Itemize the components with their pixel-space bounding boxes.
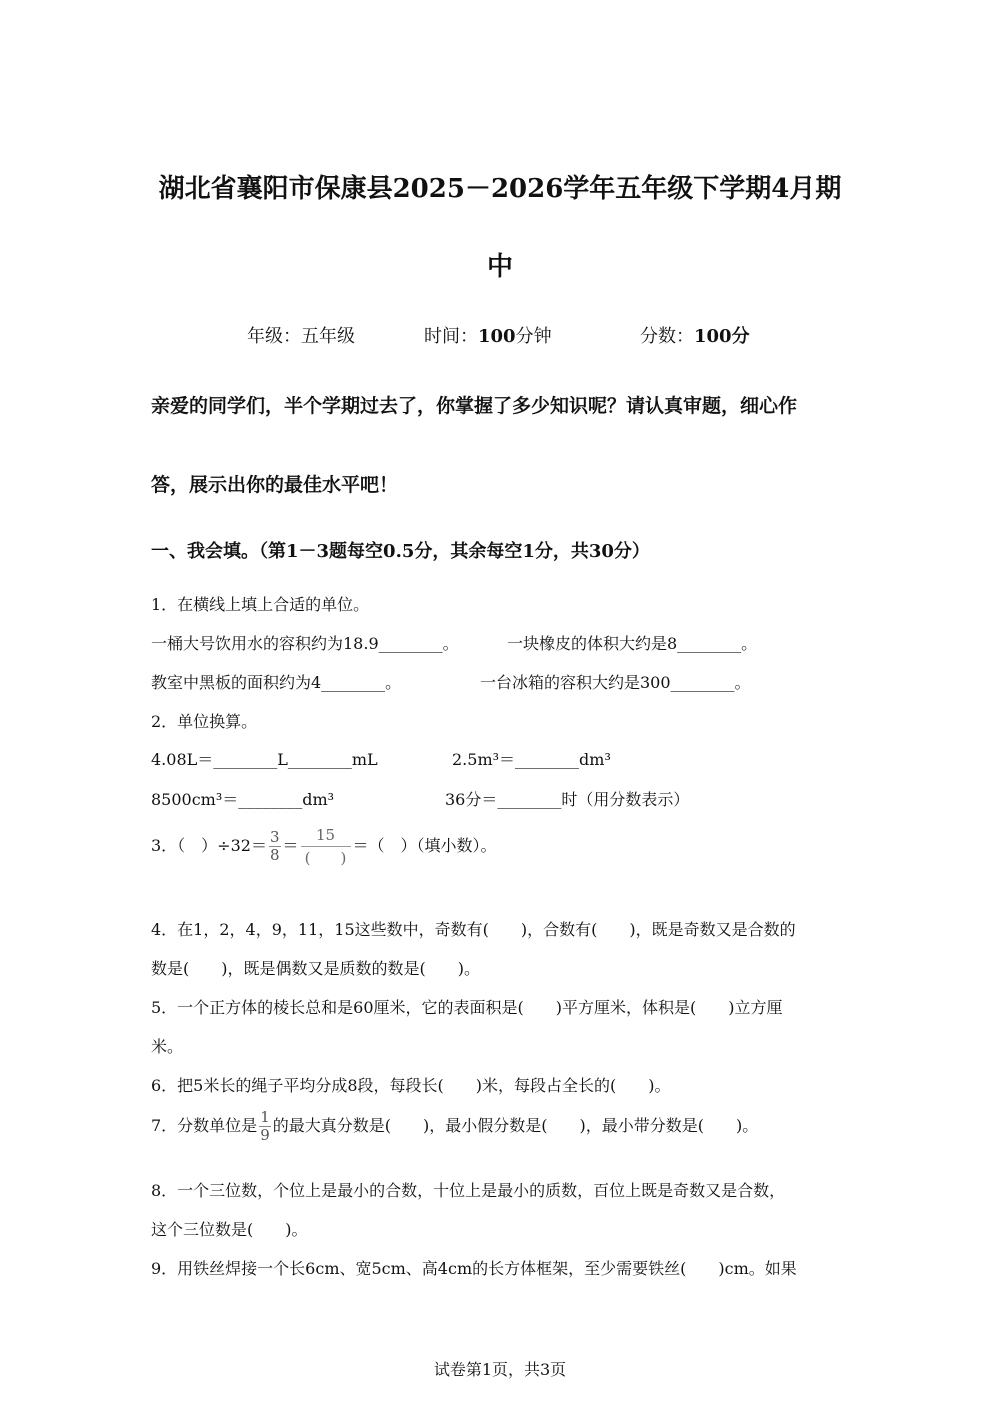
time-info (424, 322, 552, 348)
grade-label: 年级： (247, 326, 301, 347)
q2-stem: 2．单位换算。 (151, 712, 258, 731)
q1-item-a: 一桶大号饮用水的容积约为18.9________。 (151, 634, 459, 653)
q9-line1: 9．用铁丝焊接一个长6cm、宽5cm、高4cm的长方体框架，至少需要铁丝( )cm。如果 (151, 1259, 797, 1278)
q7-suffix: 的最大真分数是( )，最小假分数是( )，最小带分数是( )。 (272, 1116, 759, 1135)
exam-meta (0, 322, 1000, 348)
q2-item-c: 8500cm³＝________dm³ (151, 790, 335, 809)
q1-item-b: 一块橡皮的体积大约是8________。 (507, 634, 758, 653)
q3-prefix: 3．（ ）÷32＝ (151, 836, 267, 855)
q7 (151, 1109, 758, 1144)
time-label: 时间： (424, 326, 478, 347)
q3-equals: ＝ (282, 836, 299, 855)
q1-item-c: 教室中黑板的面积约为4________。 (151, 673, 402, 692)
q7-prefix: 7．分数单位是 (151, 1116, 258, 1135)
q5-line1: 5．一个正方体的棱长总和是60厘米，它的表面积是( )平方厘米，体积是( )立方厘 (151, 998, 783, 1017)
q2-item-b: 2.5m³＝________dm³ (452, 750, 611, 769)
q8-line1: 8．一个三位数，个位上是最小的合数，十位上是最小的质数，百位上既是奇数又是合数， (151, 1181, 786, 1200)
q4-line1: 4．在1，2，4，9，11，15这些数中，奇数有( )，合数有( )，既是奇数又是合数的 (151, 920, 796, 939)
q3-fraction-2-numerator: 15 (315, 826, 336, 844)
q7-fraction-denominator: 9 (260, 1126, 270, 1144)
q5-line2: 米。 (151, 1037, 184, 1056)
q8-line2: 这个三位数是( )。 (151, 1220, 308, 1239)
q6: 6．把5米长的绳子平均分成8段，每段长( )米，每段占全长的( )。 (151, 1076, 671, 1095)
q2-item-d: 36分＝________时（用分数表示） (445, 790, 690, 809)
time-unit: 分钟 (515, 326, 552, 347)
intro-line2: 答，展示出你的最佳水平吧！ (151, 474, 399, 496)
intro-line1: 亲爱的同学们，半个学期过去了，你掌握了多少知识呢？请认真审题，细心作 (151, 395, 798, 417)
time-value: 100 (478, 326, 516, 347)
q3-fraction-2 (301, 824, 351, 869)
q3-fraction-2-denominator: ( ) (301, 846, 351, 869)
score-label: 分数： (640, 326, 694, 347)
q7-fraction (259, 1109, 271, 1144)
exam-title-line2: 中 (486, 252, 513, 282)
grade-value: 五年级 (301, 326, 355, 347)
q3-fraction-1-denominator: 8 (269, 846, 280, 864)
q3-fraction-1-numerator: 3 (269, 828, 280, 846)
q3-suffix: ＝（ ）（填小数）。 (352, 836, 497, 855)
q2-item-a: 4.08L＝________L________mL (151, 750, 378, 769)
grade-info (247, 322, 355, 348)
q4-line2: 数是( )，既是偶数又是质数的数是( )。 (151, 959, 480, 978)
q3-fraction-1 (269, 829, 281, 864)
q1-item-d: 一台冰箱的容积大约是300________。 (480, 673, 751, 692)
section-heading-fill: 一、我会填。（第1－3题每空0.5分，其余每空1分，共30分） (151, 541, 650, 562)
score-unit: 分 (731, 326, 750, 347)
exam-title-line1: 湖北省襄阳市保康县2025－2026学年五年级下学期4月期 (158, 174, 842, 204)
q3 (151, 824, 497, 869)
q7-fraction-numerator: 1 (260, 1108, 270, 1126)
score-info (640, 322, 750, 348)
q1-stem: 1．在横线上填上合适的单位。 (151, 595, 370, 614)
score-value: 100 (694, 326, 732, 347)
page-footer: 试卷第1页，共3页 (433, 1360, 567, 1379)
